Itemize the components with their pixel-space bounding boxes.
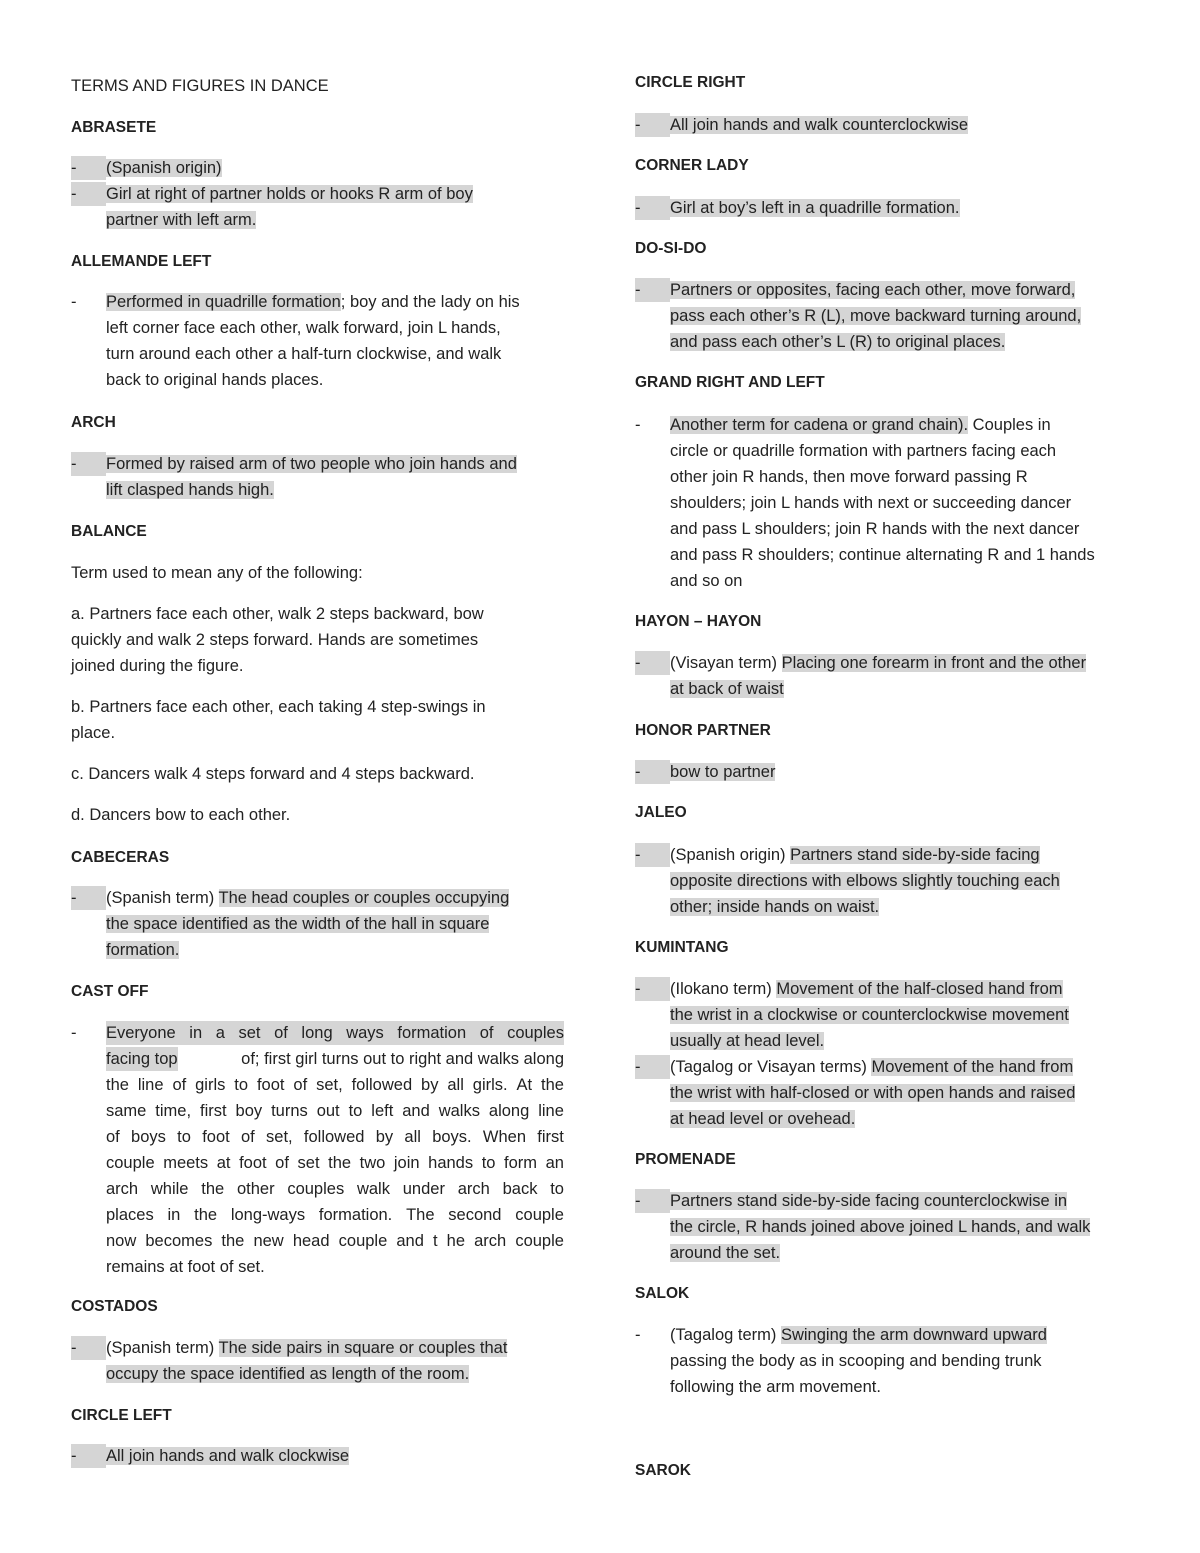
term-circle-left: CIRCLE LEFT <box>71 1407 172 1424</box>
jaleo-def: (Spanish origin) Partners stand side-by-side facing <box>670 846 1040 864</box>
bullet-dash: - <box>635 1189 670 1213</box>
do-si-do-def-cont: pass each other’s R (L), move backward turning around, <box>670 307 1082 325</box>
balance-intro: Term used to mean any of the following: <box>71 564 363 582</box>
balance-c: c. Dancers walk 4 steps forward and 4 steps backward. <box>71 765 475 783</box>
term-kumintang: KUMINTANG <box>635 939 729 956</box>
do-si-do-def: Partners or opposites, facing each other, move forward, <box>670 281 1076 299</box>
balance-b: b. Partners face each other, each taking 4 step-swings in <box>71 698 486 716</box>
bullet-dash: - <box>71 182 106 206</box>
cast-off-line-8: places in the long-ways formation. The second couple <box>106 1206 564 1224</box>
term-circle-right: CIRCLE RIGHT <box>635 74 746 91</box>
term-promenade: PROMENADE <box>635 1151 736 1168</box>
balance-b-cont: place. <box>71 724 116 742</box>
cast-off-line-4: same time, first boy turns out to left and walks along line <box>106 1102 564 1120</box>
grand-def-cont: shoulders; join L hands with next or succeeding dancer <box>670 494 1072 512</box>
allemande-def-cont: left corner face each other, walk forward, join L hands, <box>106 319 501 337</box>
abrasete-def-2: Girl at right of partner holds or hooks R arm of boy <box>106 185 473 203</box>
kumintang-def-2-cont: the wrist with half-closed or with open hands and raised <box>670 1084 1076 1102</box>
term-jaleo: JALEO <box>635 804 687 821</box>
cast-off-line-6: couple meets at foot of set the two join hands to form an <box>106 1154 564 1172</box>
balance-a: a. Partners face each other, walk 2 steps backward, bow <box>71 605 484 623</box>
balance-a-cont: joined during the figure. <box>71 657 244 675</box>
cast-off-line-3: the line of girls to foot of set, followed by all girls. At the <box>106 1076 564 1094</box>
abrasete-def-1: (Spanish origin) <box>106 159 222 177</box>
allemande-def-cont: back to original hands places. <box>106 371 324 389</box>
bullet-dash: - <box>635 1055 670 1079</box>
do-si-do-def-cont: and pass each other’s L (R) to original places. <box>670 333 1006 351</box>
abrasete-def-2-cont: partner with left arm. <box>106 211 257 229</box>
hayon-def-cont: at back of waist <box>670 680 784 698</box>
promenade-def-cont: the circle, R hands joined above joined L hands, and walk <box>670 1218 1091 1236</box>
jaleo-def-cont: other; inside hands on waist. <box>670 898 880 916</box>
balance-d: d. Dancers bow to each other. <box>71 806 291 824</box>
promenade-def-cont: around the set. <box>670 1244 781 1262</box>
bullet-dash: - <box>635 416 641 434</box>
salok-def-cont: passing the body as in scooping and bending trunk <box>670 1352 1042 1370</box>
grand-def: Another term for cadena or grand chain). Couples in <box>670 416 1051 434</box>
bullet-dash: - <box>635 113 670 137</box>
cabeceras-def-cont: formation. <box>106 941 180 959</box>
cabeceras-def-cont: the space identified as the width of the hall in square <box>106 915 490 933</box>
jaleo-def-cont: opposite directions with elbows slightly touching each <box>670 872 1060 890</box>
honor-partner-def: bow to partner <box>670 763 776 781</box>
grand-def-cont: circle or quadrille formation with partners facing each <box>670 442 1057 460</box>
grand-def-cont: and so on <box>670 572 743 590</box>
arch-def: Formed by raised arm of two people who join hands and <box>106 455 517 473</box>
term-corner-lady: CORNER LADY <box>635 157 749 174</box>
term-abrasete: ABRASETE <box>71 119 157 136</box>
term-hayon-hayon: HAYON – HAYON <box>635 613 762 630</box>
circle-right-def: All join hands and walk counterclockwise <box>670 116 969 134</box>
promenade-def: Partners stand side-by-side facing counterclockwise in <box>670 1192 1068 1210</box>
kumintang-def-2-cont: at head level or ovehead. <box>670 1110 856 1128</box>
bullet-dash: - <box>71 452 106 476</box>
bullet-dash: - <box>635 278 670 302</box>
term-arch: ARCH <box>71 414 116 431</box>
cast-off-line-9: now becomes the new head couple and t he arch couple <box>106 1232 564 1250</box>
bullet-dash: - <box>635 1326 641 1344</box>
cast-off-line-2: facing top of; first girl turns out to right and walks along <box>106 1047 564 1071</box>
kumintang-def-2: (Tagalog or Visayan terms) Movement of the hand from <box>670 1058 1074 1076</box>
bullet-dash: - <box>635 843 670 867</box>
costados-def-cont: occupy the space identified as length of the room. <box>106 1365 470 1383</box>
balance-a-cont: quickly and walk 2 steps forward. Hands are sometimes <box>71 631 479 649</box>
cast-off-line-10: remains at foot of set. <box>106 1258 265 1276</box>
bullet-dash: - <box>635 196 670 220</box>
term-balance: BALANCE <box>71 523 147 540</box>
kumintang-def-1-cont: usually at head level. <box>670 1032 825 1050</box>
bullet-dash: - <box>71 1024 77 1042</box>
term-grand-right-and-left: GRAND RIGHT AND LEFT <box>635 374 825 391</box>
term-cabeceras: CABECERAS <box>71 849 170 866</box>
costados-def: (Spanish term) The side pairs in square or couples that <box>106 1339 508 1357</box>
bullet-dash: - <box>635 977 670 1001</box>
bullet-dash: - <box>71 293 77 311</box>
cast-off-line-5: of boys to foot of set, followed by all boys. When first <box>106 1128 564 1146</box>
kumintang-def-1-cont: the wrist in a clockwise or counterclockwise movement <box>670 1006 1069 1024</box>
cabeceras-def: (Spanish term) The head couples or couples occupying <box>106 889 510 907</box>
bullet-dash: - <box>635 651 670 675</box>
allemande-def-cont: turn around each other a half-turn clockwise, and walk <box>106 345 502 363</box>
bullet-dash: - <box>635 760 670 784</box>
allemande-def: Performed in quadrille formation; boy and the lady on his <box>106 293 520 311</box>
grand-def-cont: and pass L shoulders; join R hands with the next dancer <box>670 520 1080 538</box>
bullet-dash: - <box>71 1444 106 1468</box>
salok-def-cont: following the arm movement. <box>670 1378 881 1396</box>
term-honor-partner: HONOR PARTNER <box>635 722 771 739</box>
term-do-si-do: DO-SI-DO <box>635 240 707 257</box>
term-salok: SALOK <box>635 1285 690 1302</box>
corner-lady-def: Girl at boy’s left in a quadrille formation. <box>670 199 960 217</box>
hayon-def: (Visayan term) Placing one forearm in front and the other <box>670 654 1087 672</box>
term-cast-off: CAST OFF <box>71 983 149 1000</box>
salok-def: (Tagalog term) Swinging the arm downward upward <box>670 1326 1047 1344</box>
grand-def-cont: and pass R shoulders; continue alternating R and 1 hands <box>670 546 1095 564</box>
bullet-dash: - <box>71 1336 106 1360</box>
term-sarok: SAROK <box>635 1462 691 1479</box>
bullet-dash: - <box>71 156 106 180</box>
cast-off-line-1: Everyone in a set of long ways formation of couples <box>106 1021 564 1045</box>
arch-def-cont: lift clasped hands high. <box>106 481 274 499</box>
cast-off-line-7: arch while the other couples walk under arch back to <box>106 1180 564 1198</box>
page-title: TERMS AND FIGURES IN DANCE <box>71 77 329 95</box>
term-allemande-left: ALLEMANDE LEFT <box>71 253 212 270</box>
circle-left-def: All join hands and walk clockwise <box>106 1447 350 1465</box>
kumintang-def-1: (Ilokano term) Movement of the half-closed hand from <box>670 980 1063 998</box>
bullet-dash: - <box>71 886 106 910</box>
term-costados: COSTADOS <box>71 1298 158 1315</box>
grand-def-cont: other join R hands, then move forward passing R <box>670 468 1028 486</box>
